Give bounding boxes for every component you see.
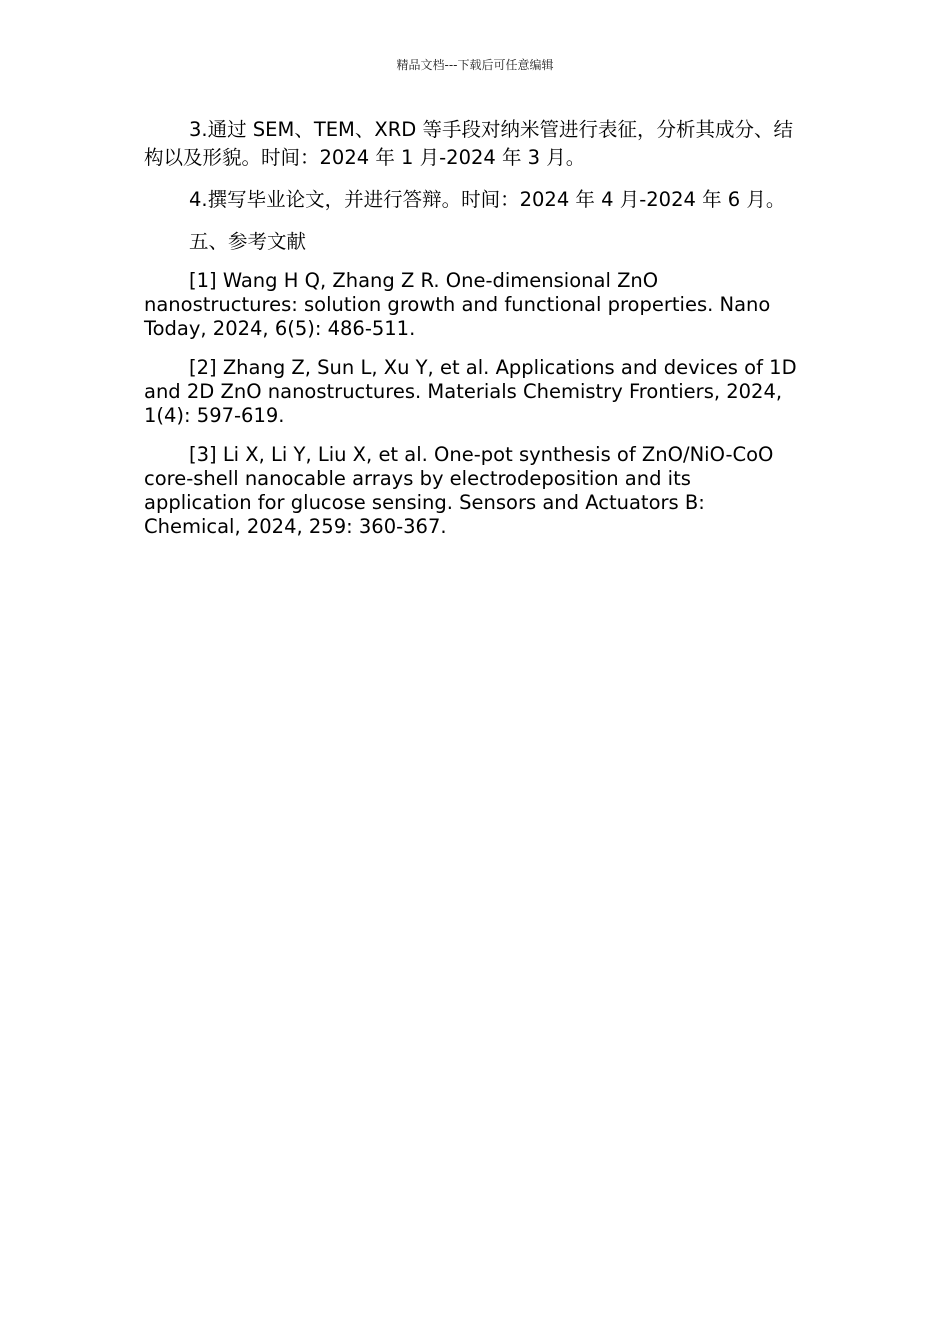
reference-item: [1] Wang H Q, Zhang Z R. One-dimensional ZnO nanostructures: solution growth and functional properties. Nano Today, 2024, 6(5): 486-511. xyxy=(144,269,771,340)
page-header: 精品文档---下载后可任意编辑 xyxy=(396,58,554,72)
reference-item: [2] Zhang Z, Sun L, Xu Y, et al. Applications and devices of 1D and 2D ZnO nanostructures. Materials Chemistry Frontiers, 2024, 1(4): 597-619. xyxy=(144,356,797,427)
paragraph-thesis-plan: 4.撰写毕业论文，并进行答辩。时间：2024 年 4 月-2024 年 6 月。 xyxy=(189,188,786,211)
section-heading-references: 五、参考文献 xyxy=(189,230,307,253)
reference-item: [3] Li X, Li Y, Liu X, et al. One-pot synthesis of ZnO/NiO-CoO core-shell nanocable arrays by electrodeposition and its application for glucose sensing. Sensors and Actuators B: Chemical, 2024, 259: 360-367. xyxy=(144,443,774,538)
paragraph-characterization-plan: 3.通过 SEM、TEM、XRD 等手段对纳米管进行表征，分析其成分、结构以及形貌。时间：2024 年 1 月-2024 年 3 月。 xyxy=(144,118,794,169)
document-body xyxy=(144,116,804,554)
